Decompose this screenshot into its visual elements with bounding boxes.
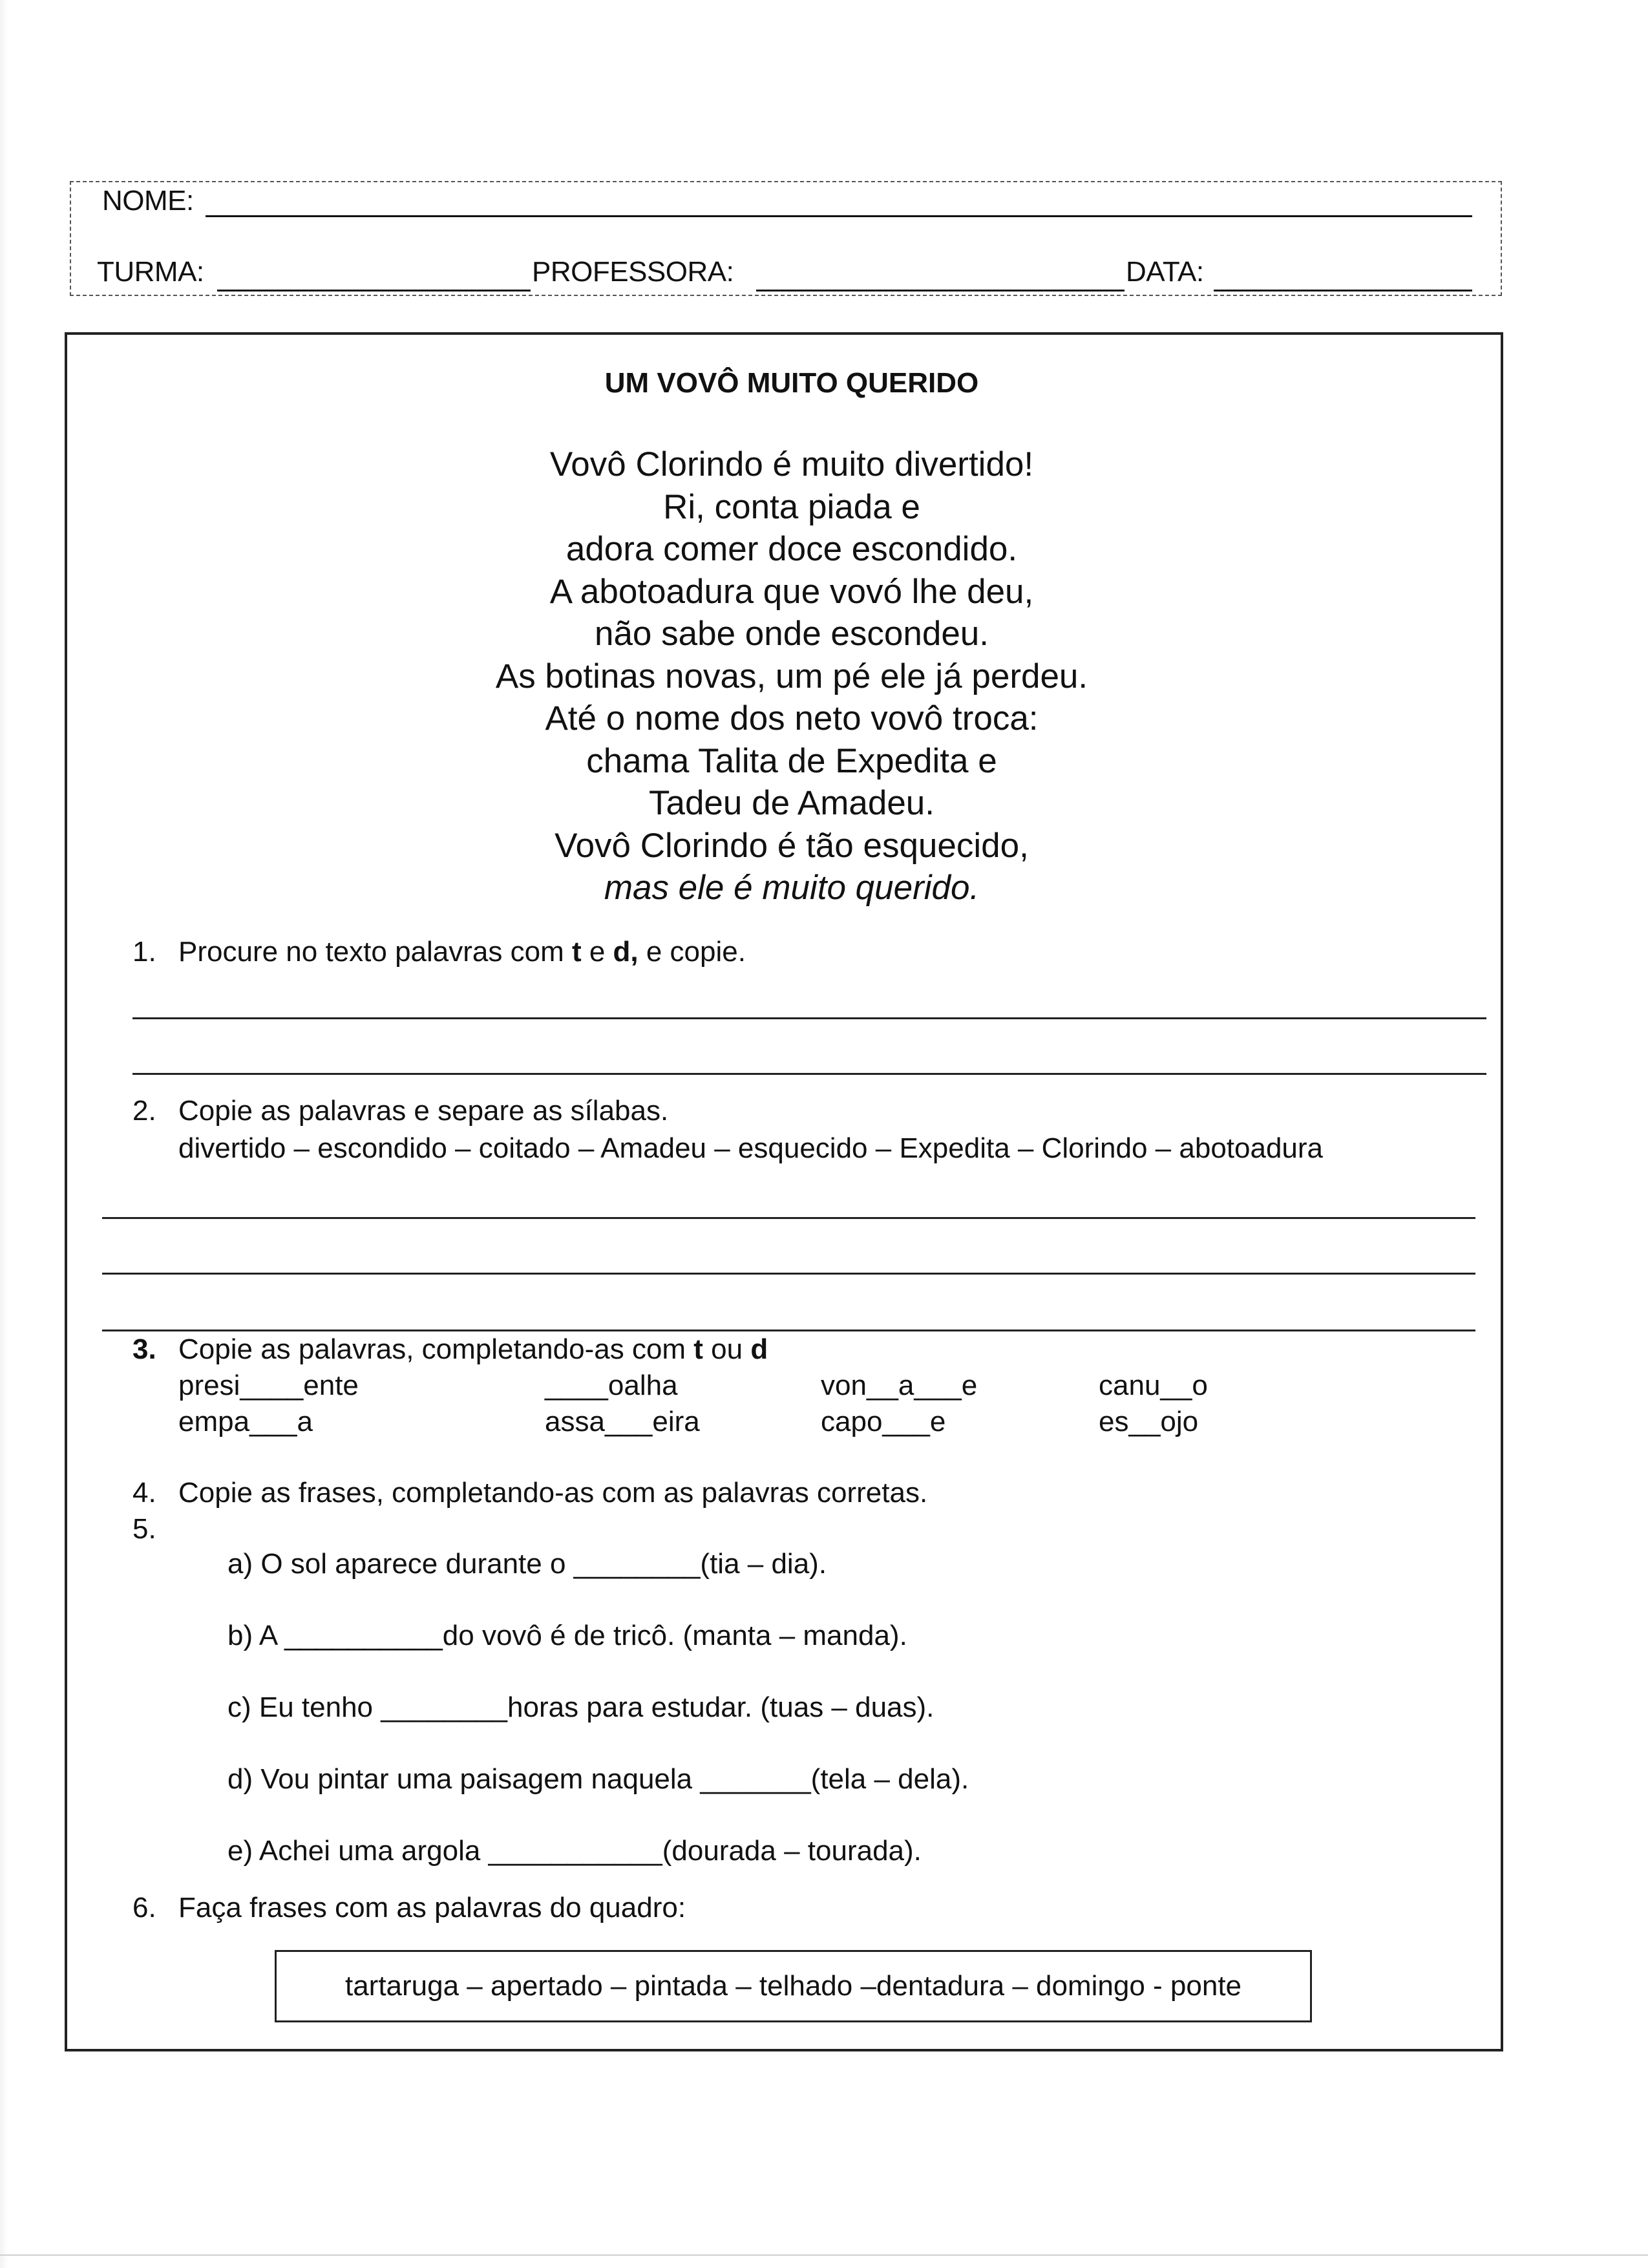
poem-line: A abotoadura que vovó lhe deu, [549,572,1034,611]
q3-word: presi____ente [178,1370,359,1401]
data-label: DATA: [1126,256,1204,288]
q1-text: Procure no texto palavras com t e d, e copie. [178,936,746,968]
paper-edge-shadow [0,0,8,2268]
q4-text: Copie as frases, completando-as com as palavras corretas. [178,1477,928,1509]
q5-sentence-e: e) Achei uma argola ___________(dourada – tourada). [227,1835,922,1867]
turma-line[interactable] [217,290,531,291]
scan-bottom-edge [0,2254,1648,2256]
poem-line: Até o nome dos neto vovô troca: [545,699,1039,737]
poem-line: Ri, conta piada e [663,487,920,526]
poem-line: mas ele é muito querido. [604,869,980,907]
nome-label: NOME: [102,185,194,217]
q2-word-list: divertido – escondido – coitado – Amadeu – esquecido – Expedita – Clorindo – abotoadura [178,1132,1324,1164]
q3-text: Copie as palavras, completando-as com t ou d [178,1333,768,1365]
q5-sentence-a: a) O sol aparece durante o ________(tia – dia). [227,1548,827,1580]
q3-number: 3. [132,1333,156,1365]
poem-line: Vovô Clorindo é muito divertido! [549,445,1034,483]
q6-word-box: tartaruga – apertado – pintada – telhado –dentadura – domingo - ponte [275,1950,1312,2022]
poem-line: chama Talita de Expedita e [586,741,997,780]
q2-answer-line-3[interactable] [102,1330,1475,1331]
q2-answer-line-2[interactable] [102,1273,1475,1275]
q5-sentence-c: c) Eu tenho ________horas para estudar. (tuas – duas). [227,1691,935,1723]
poem-line: não sabe onde escondeu. [594,615,989,653]
q2-text: Copie as palavras e separe as sílabas. [178,1095,669,1127]
q1-number: 1. [132,936,156,968]
poem-line: adora comer doce escondido. [565,530,1018,568]
q2-number: 2. [132,1095,156,1127]
q1-answer-line-1[interactable] [132,1017,1486,1019]
nome-line[interactable] [206,215,1472,217]
q4-number: 4. [132,1477,156,1509]
q6-number: 6. [132,1892,156,1924]
data-line[interactable] [1214,290,1472,291]
turma-label: TURMA: [97,256,204,288]
q3-word: canu__o [1099,1370,1208,1401]
poem [194,443,1389,909]
poem-line: As botinas novas, um pé ele já perdeu. [495,657,1088,695]
q2-answer-line-1[interactable] [102,1217,1475,1219]
q5-number: 5. [132,1513,156,1545]
q5-sentence-d: d) Vou pintar uma paisagem naquela _______(tela – dela). [227,1763,969,1795]
student-info-box [70,181,1502,296]
q3-word: capo___e [821,1406,946,1437]
worksheet-title: UM VOVÔ MUITO QUERIDO [604,367,979,399]
q1-answer-line-2[interactable] [132,1073,1486,1075]
professora-line[interactable] [756,290,1125,291]
poem-line: Vovô Clorindo é tão esquecido, [555,826,1029,865]
professora-label: PROFESSORA: [532,256,734,288]
q5-sentence-b: b) A __________do vovô é de tricô. (manta – manda). [227,1620,907,1651]
q3-word: empa___a [178,1406,313,1437]
q3-word: es__ojo [1099,1406,1199,1437]
q3-word: ____oalha [545,1370,678,1401]
q3-word: von__a___e [821,1370,978,1401]
q3-word: assa___eira [545,1406,700,1437]
q6-text: Faça frases com as palavras do quadro: [178,1892,686,1924]
poem-line: Tadeu de Amadeu. [648,784,935,822]
